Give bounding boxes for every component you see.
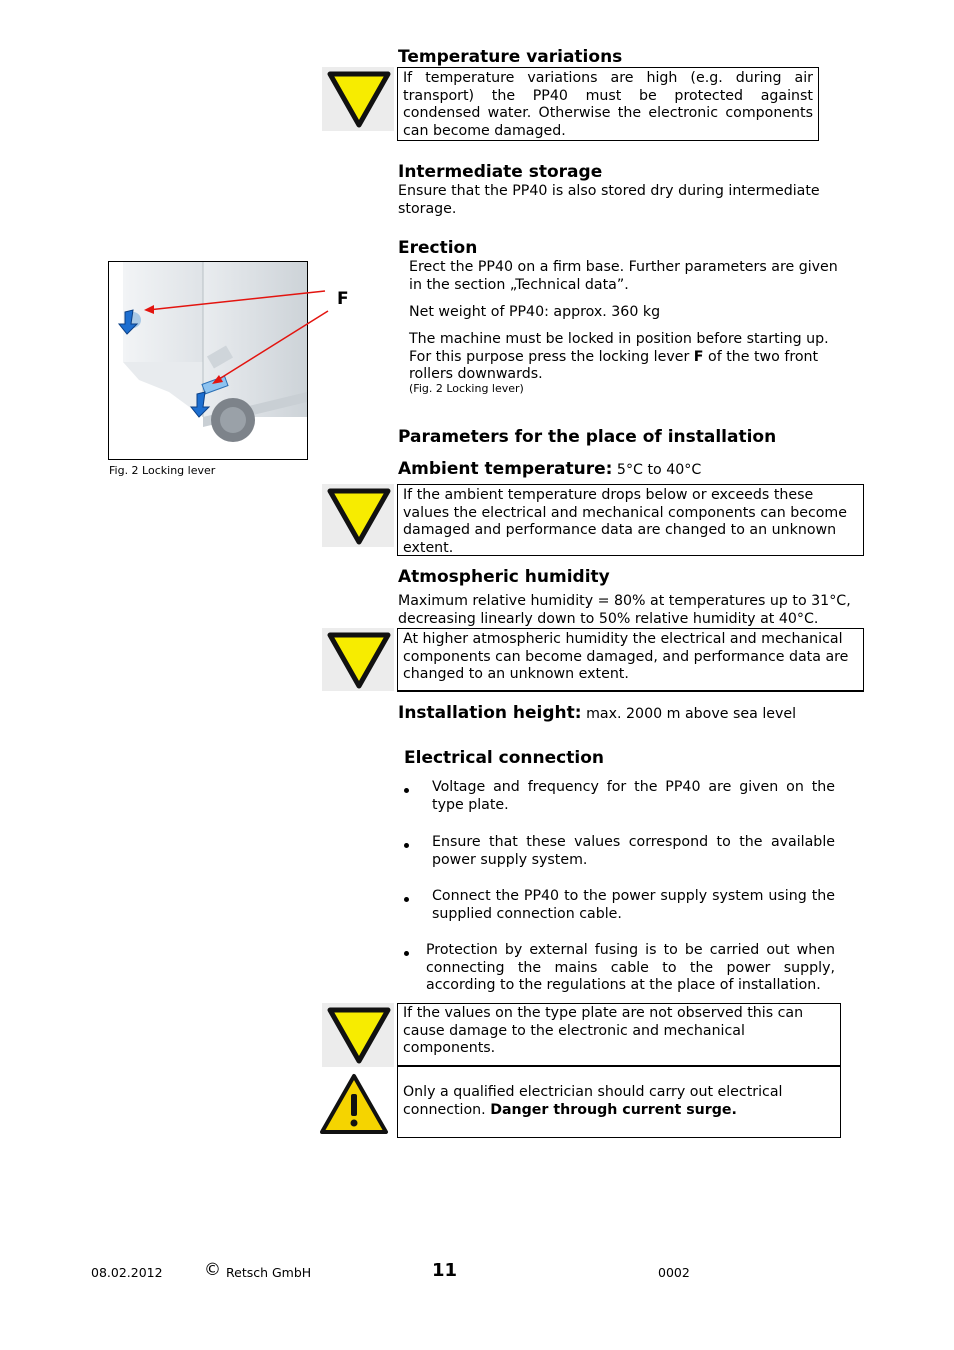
bullet-dot (404, 788, 409, 793)
installation-height-label: Installation height: (398, 703, 582, 723)
heading-electrical-connection: Electrical connection (404, 748, 604, 768)
locking-lever-letter: F (693, 348, 704, 365)
electrical-bullet-3: Connect the PP40 to the power supply system using the supplied connection cable. (432, 888, 835, 922)
figure-caption: Fig. 2 Locking lever (109, 464, 216, 477)
caution-triangle-icon (322, 67, 394, 131)
ambient-temperature-line (398, 459, 701, 480)
electrical-bullet-2: Ensure that these values correspond to the available power supply system. (432, 834, 835, 868)
current-surge-warning: Danger through current surge. (490, 1101, 737, 1118)
warning-exclamation-icon (318, 1070, 390, 1138)
heading-intermediate-storage: Intermediate storage (398, 162, 603, 182)
ambient-temperature-note: If the ambient temperature drops below or exceeds these values the electrical and mechanical components can become damaged and performance data are changed to an unknown extent. (397, 484, 864, 556)
heading-atmospheric-humidity: Atmospheric humidity (398, 567, 610, 587)
heading-erection: Erection (398, 238, 478, 258)
footer-company: Retsch GmbH (226, 1265, 312, 1280)
ambient-temperature-label: Ambient temperature: (398, 459, 613, 479)
bullet-dot (404, 843, 409, 848)
erection-figure-reference: (Fig. 2 Locking lever) (409, 382, 524, 395)
erection-paragraph-1: Erect the PP40 on a firm base. Further parameters are given in the section „Technical data”. (409, 259, 838, 293)
temperature-variations-note: If temperature variations are high (e.g. during air transport) the PP40 must be protected against condensed water. Otherwise the electronic components can become damaged. (397, 67, 819, 141)
caution-triangle-icon (322, 1003, 394, 1067)
heading-temperature-variations: Temperature variations (398, 47, 623, 67)
humidity-text: Maximum relative humidity = 80% at temperatures up to 31°C, decreasing linearly down to 50% relative humidity at 40°C. (398, 593, 851, 627)
electrician-note: Only a qualified electrician should carry out electrical connection. Danger through current surge. (403, 1084, 783, 1118)
copyright-icon: © (204, 1260, 221, 1280)
erection-paragraph-3: The machine must be locked in position before starting up. For this purpose press the locking lever F of the two front rollers downwards. (409, 331, 829, 383)
footer-document-code: 0002 (658, 1265, 690, 1280)
heading-installation-parameters: Parameters for the place of installation (398, 427, 777, 447)
installation-height-value: max. 2000 m above sea level (581, 706, 797, 722)
bullet-dot (404, 897, 409, 902)
figure-pointer-arrows (100, 255, 340, 395)
installation-height-line (398, 703, 796, 724)
caution-triangle-icon (322, 484, 394, 547)
caution-triangle-icon (322, 628, 394, 691)
page-number: 11 (432, 1260, 458, 1281)
bullet-dot (404, 951, 409, 956)
electrical-bullet-1: Voltage and frequency for the PP40 are given on the type plate. (432, 779, 835, 813)
humidity-note: At higher atmospheric humidity the electrical and mechanical components can become damaged, and performance data are changed to an unknown extent. (397, 628, 864, 692)
electrical-notes-box (397, 1003, 841, 1138)
erection-paragraph-2: Net weight of PP40: approx. 360 kg (409, 304, 661, 320)
ambient-temperature-value: 5°C to 40°C (612, 462, 702, 478)
footer-date: 08.02.2012 (91, 1265, 163, 1280)
electrical-bullet-4: Protection by external fusing is to be carried out when connecting the mains cable to the power supply, according to the regulations at the place of installation. (426, 942, 835, 994)
intermediate-storage-text: Ensure that the PP40 is also stored dry during intermediate storage. (398, 183, 820, 217)
type-plate-note: If the values on the type plate are not observed this can cause damage to the electronic and mechanical components. (398, 1004, 840, 1067)
figure-label-f: F (337, 289, 349, 309)
